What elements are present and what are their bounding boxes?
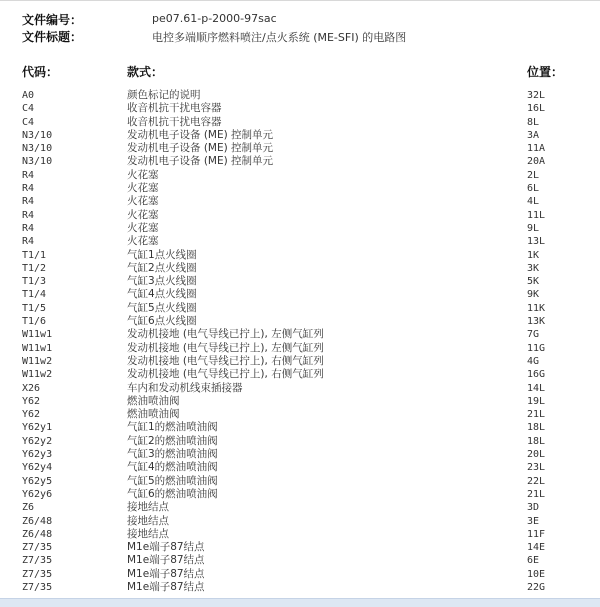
- table-row: [0, 182, 600, 195]
- row-position: 14L: [527, 382, 546, 394]
- row-code: Z7/35: [22, 555, 53, 567]
- row-position: 11F: [527, 528, 546, 540]
- row-description: 火花塞: [127, 182, 159, 195]
- table-row: [0, 581, 600, 594]
- row-code: Y62y6: [22, 488, 53, 500]
- row-code: R4: [22, 196, 35, 208]
- row-description: 燃油喷油阀: [127, 408, 180, 421]
- table-row: [0, 262, 600, 275]
- column-header-position: 位置：: [527, 65, 564, 79]
- table-row: [0, 475, 600, 488]
- row-position: 9K: [527, 289, 540, 301]
- row-code: Y62y3: [22, 449, 53, 461]
- row-description: 发动机电子设备 (ME) 控制单元: [127, 155, 274, 168]
- row-code: T1/3: [22, 276, 47, 288]
- table-row: [0, 129, 600, 142]
- table-row: [0, 488, 600, 501]
- table-row: [0, 461, 600, 474]
- table-row: [0, 315, 600, 328]
- table-row: [0, 342, 600, 355]
- row-code: R4: [22, 209, 35, 221]
- table-row: [0, 288, 600, 301]
- row-description: 收音机抗干扰电容器: [127, 102, 222, 115]
- row-code: R4: [22, 222, 35, 234]
- doc-number-label: 文件编号：: [22, 13, 83, 27]
- row-description: 气缸6的燃油喷油阀: [127, 487, 218, 500]
- row-code: R4: [22, 169, 35, 181]
- row-position: 20A: [527, 156, 546, 168]
- table-row: [0, 249, 600, 262]
- row-code: T1/6: [22, 316, 47, 328]
- row-position: 10E: [527, 568, 546, 580]
- table-row: [0, 155, 600, 168]
- row-code: X26: [22, 382, 41, 394]
- row-code: W11w2: [22, 369, 53, 381]
- row-description: 火花塞: [127, 208, 159, 221]
- row-description: 气缸1点火线圈: [127, 248, 197, 261]
- table-row: [0, 554, 600, 567]
- row-code: Z7/35: [22, 581, 53, 593]
- row-code: Y62y2: [22, 435, 53, 447]
- row-description: 收音机抗干扰电容器: [127, 115, 222, 128]
- row-position: 7G: [527, 329, 540, 341]
- row-position: 14E: [527, 542, 546, 554]
- row-description: 火花塞: [127, 221, 159, 234]
- row-code: R4: [22, 236, 35, 248]
- table-row: [0, 408, 600, 421]
- row-code: Y62: [22, 409, 41, 421]
- row-position: 3A: [527, 129, 540, 141]
- column-header-model: 款式：: [127, 65, 164, 79]
- table-row: [0, 89, 600, 102]
- row-code: Z7/35: [22, 542, 53, 554]
- row-position: 3K: [527, 262, 540, 274]
- row-code: T1/4: [22, 289, 47, 301]
- table-row: [0, 368, 600, 381]
- row-position: 6E: [527, 555, 540, 567]
- row-description: M1e端子87结点: [127, 580, 205, 593]
- row-description: 燃油喷油阀: [127, 394, 180, 407]
- table-row: [0, 395, 600, 408]
- row-position: 16L: [527, 103, 546, 115]
- row-description: 气缸4的燃油喷油阀: [127, 461, 218, 474]
- table-row: [0, 116, 600, 129]
- row-position: 23L: [527, 462, 546, 474]
- row-description: M1e端子87结点: [127, 541, 205, 554]
- row-code: W11w1: [22, 329, 53, 341]
- row-code: T1/5: [22, 302, 47, 314]
- row-position: 22G: [527, 581, 546, 593]
- table-row: [0, 421, 600, 434]
- row-code: W11w1: [22, 342, 53, 354]
- row-position: 9L: [527, 222, 540, 234]
- table-row: [0, 169, 600, 182]
- row-position: 11K: [527, 302, 546, 314]
- row-position: 21L: [527, 488, 546, 500]
- row-description: 火花塞: [127, 168, 159, 181]
- row-position: 16G: [527, 369, 546, 381]
- table-row: [0, 102, 600, 115]
- row-code: T1/2: [22, 262, 47, 274]
- row-description: 气缸3的燃油喷油阀: [127, 448, 218, 461]
- row-description: 气缸5点火线圈: [127, 301, 197, 314]
- row-position: 11G: [527, 342, 546, 354]
- row-position: 3E: [527, 515, 540, 527]
- row-description: 发动机接地 (电气导线已拧上), 右侧气缸列: [127, 354, 324, 367]
- row-description: 接地结点: [127, 501, 169, 514]
- row-description: 接地结点: [127, 527, 169, 540]
- table-row: [0, 448, 600, 461]
- table-row: [0, 142, 600, 155]
- row-position: 22L: [527, 475, 546, 487]
- column-header-code: 代码：: [22, 65, 59, 79]
- row-code: T1/1: [22, 249, 47, 261]
- row-position: 1K: [527, 249, 540, 261]
- row-code: Z6: [22, 502, 35, 514]
- table-row: [0, 195, 600, 208]
- row-description: 火花塞: [127, 235, 159, 248]
- row-position: 2L: [527, 169, 540, 181]
- row-description: M1e端子87结点: [127, 554, 205, 567]
- doc-number-value: pe07.61-p-2000-97sac: [152, 12, 277, 25]
- row-code: Z6/48: [22, 528, 53, 540]
- table-row: [0, 501, 600, 514]
- row-position: 4L: [527, 196, 540, 208]
- row-description: 发动机接地 (电气导线已拧上), 右侧气缸列: [127, 368, 324, 381]
- row-code: Z7/35: [22, 568, 53, 580]
- table-row: [0, 382, 600, 395]
- row-description: M1e端子87结点: [127, 567, 205, 580]
- row-position: 18L: [527, 435, 546, 447]
- table-row: [0, 355, 600, 368]
- row-position: 5K: [527, 276, 540, 288]
- row-code: Y62y1: [22, 422, 53, 434]
- row-position: 18L: [527, 422, 546, 434]
- row-position: 6L: [527, 183, 540, 195]
- row-position: 3D: [527, 502, 540, 514]
- table-row: [0, 235, 600, 248]
- row-description: 火花塞: [127, 195, 159, 208]
- row-description: 气缸1的燃油喷油阀: [127, 421, 218, 434]
- table-row: [0, 328, 600, 341]
- row-position: 4G: [527, 355, 540, 367]
- row-description: 车内和发动机线束插接器: [127, 381, 243, 394]
- row-description: 气缸6点火线圈: [127, 315, 197, 328]
- row-description: 气缸2的燃油喷油阀: [127, 434, 218, 447]
- row-description: 气缸5的燃油喷油阀: [127, 474, 218, 487]
- doc-title-label: 文件标题：: [22, 30, 83, 44]
- table-row: [0, 209, 600, 222]
- row-position: 21L: [527, 409, 546, 421]
- row-code: N3/10: [22, 143, 53, 155]
- row-position: 32L: [527, 90, 546, 101]
- row-position: 13L: [527, 236, 546, 248]
- row-description: 发动机接地 (电气导线已拧上), 左侧气缸列: [127, 328, 324, 341]
- row-description: 发动机电子设备 (ME) 控制单元: [127, 142, 274, 155]
- row-position: 8L: [527, 116, 540, 128]
- row-description: 气缸2点火线圈: [127, 261, 197, 274]
- row-code: Y62: [22, 395, 41, 407]
- row-code: C4: [22, 116, 35, 128]
- component-table: [0, 89, 600, 594]
- row-position: 13K: [527, 316, 546, 328]
- table-row: [0, 222, 600, 235]
- row-description: 气缸3点火线圈: [127, 275, 197, 288]
- row-code: W11w2: [22, 355, 53, 367]
- row-code: N3/10: [22, 156, 53, 168]
- doc-title-value: 电控多端顺序燃料喷注/点火系统 (ME-SFI) 的电路图: [152, 31, 407, 44]
- row-description: 发动机电子设备 (ME) 控制单元: [127, 128, 274, 141]
- row-code: A0: [22, 90, 35, 101]
- row-code: R4: [22, 183, 35, 195]
- table-row: [0, 515, 600, 528]
- row-description: 接地结点: [127, 514, 169, 527]
- row-code: Y62y5: [22, 475, 53, 487]
- row-position: 11A: [527, 143, 546, 155]
- table-row: [0, 541, 600, 554]
- table-row: [0, 528, 600, 541]
- row-description: 气缸4点火线圈: [127, 288, 197, 301]
- table-row: [0, 302, 600, 315]
- row-code: N3/10: [22, 129, 53, 141]
- row-position: 19L: [527, 395, 546, 407]
- row-description: 颜色标记的说明: [127, 89, 201, 101]
- table-row: [0, 568, 600, 581]
- table-row: [0, 275, 600, 288]
- row-position: 11L: [527, 209, 546, 221]
- row-description: 发动机接地 (电气导线已拧上), 左侧气缸列: [127, 341, 324, 354]
- row-code: C4: [22, 103, 35, 115]
- table-row: [0, 435, 600, 448]
- row-code: Z6/48: [22, 515, 53, 527]
- row-code: Y62y4: [22, 462, 53, 474]
- row-position: 20L: [527, 449, 546, 461]
